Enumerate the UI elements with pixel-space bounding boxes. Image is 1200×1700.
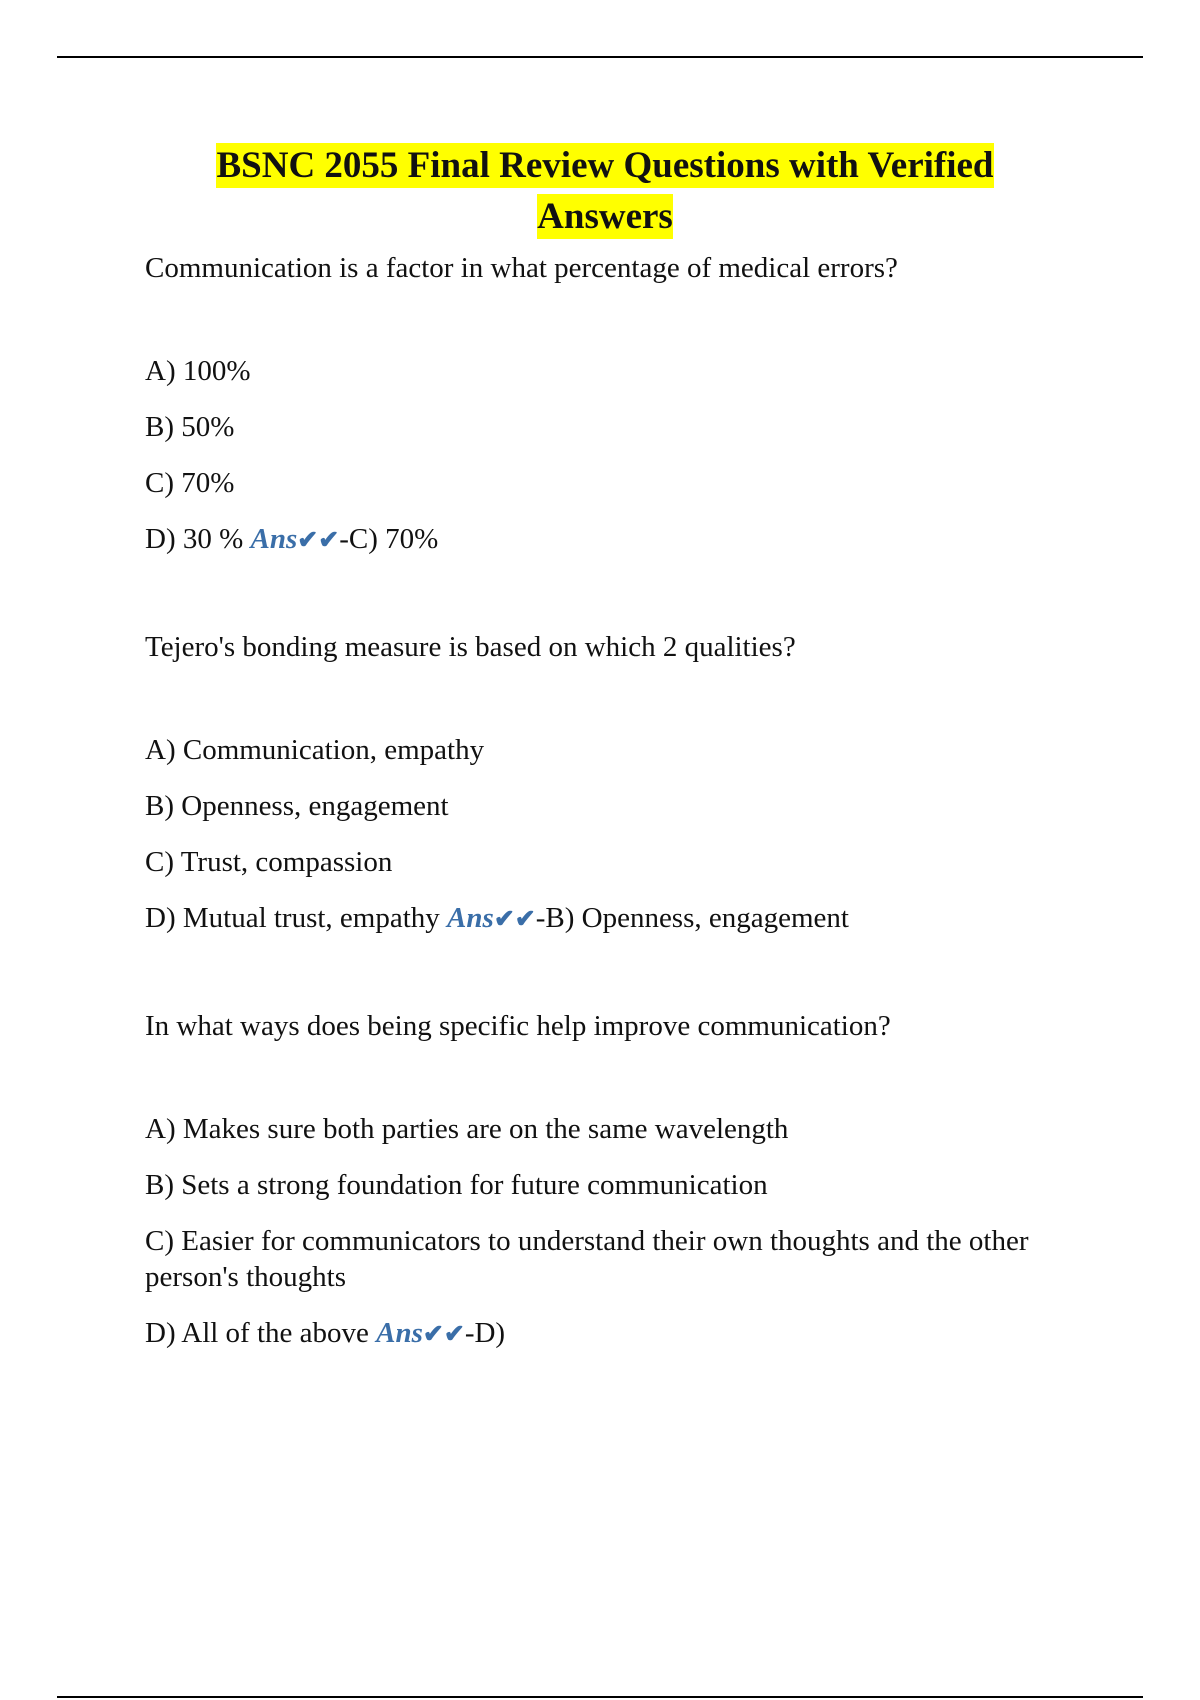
option-d xyxy=(145,1315,1065,1353)
option-d-text: D) Mutual trust, empathy xyxy=(145,902,440,934)
question-block-3 xyxy=(145,1008,1065,1353)
option-d xyxy=(145,900,1065,938)
check-icon: ✔ xyxy=(297,527,319,554)
option-c: C) Easier for communicators to understand their own thoughts and the other person's thoughts xyxy=(145,1225,1029,1293)
option-d-text: D) 30 % xyxy=(145,523,244,555)
document-body xyxy=(145,140,1065,1353)
option-d-text: D) All of the above xyxy=(145,1317,369,1349)
answer-text: -C) 70% xyxy=(339,523,439,555)
option-b: B) Sets a strong foundation for future communication xyxy=(145,1169,768,1201)
check-icon: ✔ xyxy=(318,527,340,554)
answer-label: Ans xyxy=(250,523,298,555)
question-text: Tejero's bonding measure is based on which 2 qualities? xyxy=(145,631,796,663)
document-title xyxy=(145,140,1065,242)
option-a: A) Communication, empathy xyxy=(145,734,485,766)
footer-rule xyxy=(57,1696,1143,1698)
header-rule xyxy=(57,56,1143,58)
option-c: C) Trust, compassion xyxy=(145,846,393,878)
answer-text: -B) Openness, engagement xyxy=(535,902,849,934)
option-c: C) 70% xyxy=(145,467,235,499)
question-text: Communication is a factor in what percentage of medical errors? xyxy=(145,252,898,284)
title-line-1: BSNC 2055 Final Review Questions with Verified xyxy=(216,145,994,186)
answer-label: Ans xyxy=(447,902,494,934)
check-icon: ✔ xyxy=(443,1321,465,1348)
check-icon: ✔ xyxy=(422,1321,444,1348)
option-d xyxy=(145,521,1065,559)
question-text: In what ways does being specific help improve communication? xyxy=(145,1010,891,1042)
option-b: B) 50% xyxy=(145,411,235,443)
answer-label: Ans xyxy=(376,1317,423,1349)
answer-text: -D) xyxy=(464,1317,506,1349)
check-icon: ✔ xyxy=(493,906,515,933)
check-icon: ✔ xyxy=(514,906,536,933)
title-line-2: Answers xyxy=(537,196,673,237)
question-block-2 xyxy=(145,629,1065,938)
option-b: B) Openness, engagement xyxy=(145,790,449,822)
option-a: A) 100% xyxy=(145,355,251,387)
question-block-1 xyxy=(145,250,1065,559)
option-a: A) Makes sure both parties are on the same wavelength xyxy=(145,1113,789,1145)
